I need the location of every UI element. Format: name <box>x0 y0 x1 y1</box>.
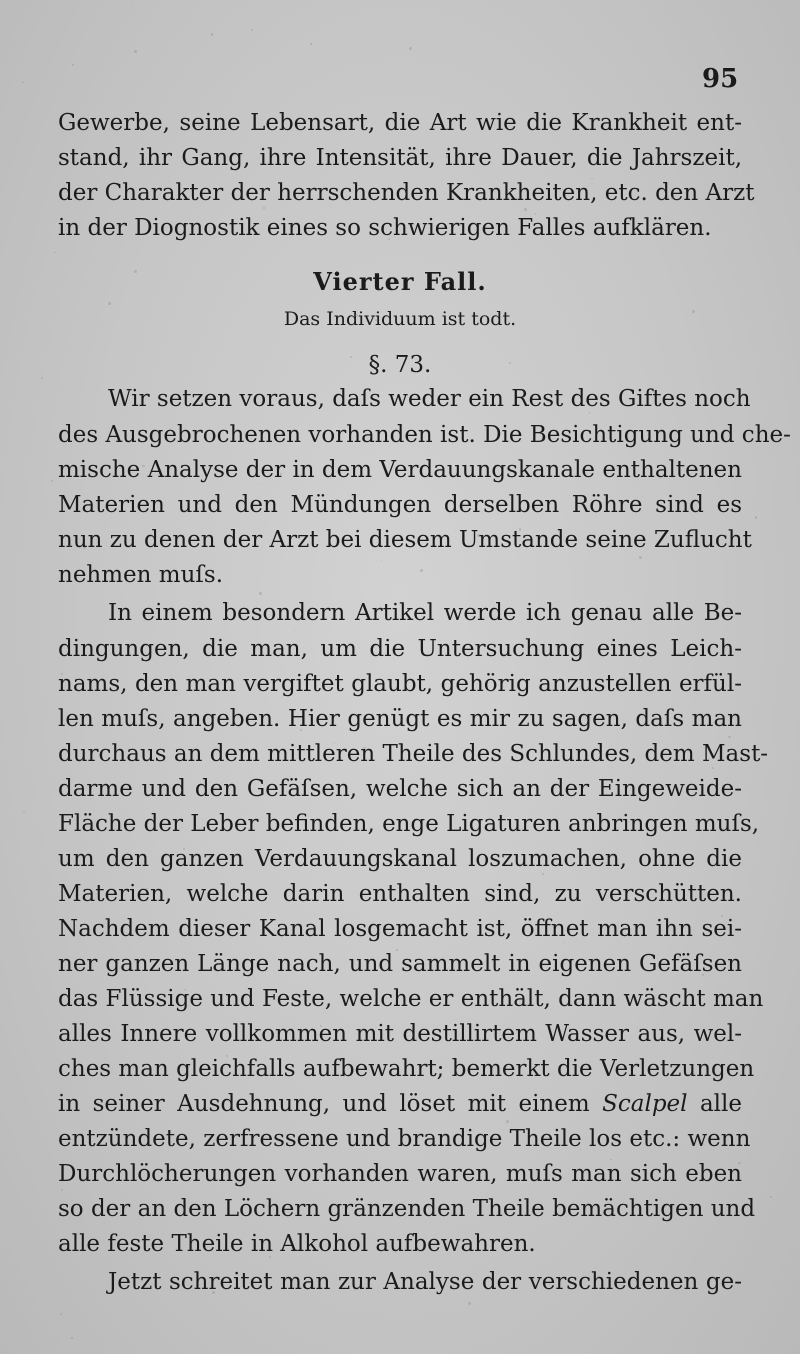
text-line <box>58 737 769 771</box>
text-line <box>58 1087 742 1121</box>
paper-speck <box>251 29 253 31</box>
text-segment: Vierter Fall. <box>313 267 487 296</box>
paper-speck <box>168 181 169 182</box>
text-segment: des Ausgebrochenen vorhanden ist. Die Besichtigung und che- <box>58 422 791 448</box>
text-segment: durchaus an dem mittleren Theile des Schlundes, dem Mast- <box>58 741 769 767</box>
paper-speck <box>226 1055 228 1057</box>
paper-speck <box>23 811 25 813</box>
text-segment: in seiner Ausdehnung, und löset mit einem <box>58 1091 603 1117</box>
text-segment: In einem besondern Artikel werde ich genau alle Be- <box>108 600 742 626</box>
text-segment: Jetzt schreitet man zur Analyse der verschiedenen ge- <box>108 1269 742 1295</box>
text-segment: nun zu denen der Arzt bei diesem Umstande seine Zuflucht <box>58 527 752 553</box>
text-line <box>58 558 742 592</box>
page-number: 95 <box>702 64 739 94</box>
text-segment: alle feste Theile in Alkohol aufbewahren. <box>58 1231 536 1257</box>
paper-speck <box>60 1313 62 1315</box>
text-line <box>108 596 742 630</box>
paper-speck <box>310 43 311 44</box>
paper-speck <box>700 796 701 797</box>
text-segment: Gewerbe, seine Lebensart, die Art wie die Krankheit ent- <box>58 110 742 136</box>
text-line <box>58 418 791 452</box>
paper-speck <box>396 949 398 951</box>
paper-speck <box>54 252 55 253</box>
text-line <box>58 1052 755 1086</box>
text-line <box>58 488 742 522</box>
paper-speck <box>259 592 262 595</box>
text-segment: das Flüssige und Feste, welche er enthält, dann wäscht man <box>58 986 764 1012</box>
text-line <box>58 523 752 557</box>
paper-speck <box>258 483 259 484</box>
text-segment: nams, den man vergiftet glaubt, gehörig anzustellen erfül- <box>58 671 742 697</box>
text-line <box>58 947 742 981</box>
paper-speck <box>211 33 214 36</box>
paper-speck <box>236 1067 237 1068</box>
text-segment: alle <box>687 1091 742 1117</box>
text-segment: Materien, welche darin enthalten sind, zu verschütten. <box>58 881 742 907</box>
paper-speck <box>142 465 145 468</box>
text-line <box>58 265 742 299</box>
paper-speck <box>770 1196 772 1198</box>
paper-speck <box>716 894 717 895</box>
paper-speck <box>388 238 390 240</box>
text-line <box>58 807 760 841</box>
italic-term: Scalpel <box>602 1091 688 1117</box>
text-segment: §. 73. <box>368 352 432 378</box>
paper-speck <box>477 534 480 537</box>
text-line <box>58 877 742 911</box>
text-line <box>108 382 751 416</box>
text-segment: Fläche der Leber befinden, enge Ligaturen anbringen muſs, <box>58 811 760 837</box>
text-segment: darme und den Gefäſsen, welche sich an der Eingeweide- <box>58 776 742 802</box>
text-line <box>58 106 742 140</box>
paper-speck <box>72 64 74 66</box>
text-line <box>58 702 742 736</box>
text-segment: in der Diognostik eines so schwierigen Falles aufklären. <box>58 215 712 241</box>
paper-speck <box>300 729 302 731</box>
paper-speck <box>468 1302 470 1304</box>
paper-speck <box>108 302 110 304</box>
text-segment: Durchlöcherungen vorhanden waren, muſs man sich eben <box>58 1161 742 1187</box>
text-line <box>58 842 742 876</box>
paper-speck <box>692 310 694 312</box>
text-line <box>58 1017 742 1051</box>
text-segment: ner ganzen Länge nach, und sammelt in eigenen Gefäſsen <box>58 951 742 977</box>
text-line <box>58 1227 742 1261</box>
text-segment: Nachdem dieser Kanal losgemacht ist, öffnet man ihn sei- <box>58 916 742 942</box>
paper-speck <box>212 1291 214 1293</box>
text-line <box>58 211 742 245</box>
paper-speck <box>381 560 382 561</box>
text-line <box>58 302 742 336</box>
paper-speck <box>712 767 714 769</box>
text-segment: stand, ihr Gang, ihre Intensität, ihre Dauer, die Jahrszeit, <box>58 145 742 171</box>
paper-speck <box>623 678 626 681</box>
paper-speck <box>639 556 642 559</box>
text-line <box>108 1265 742 1299</box>
text-segment: der Charakter der herrschenden Krankheiten, etc. den Arzt <box>58 180 755 206</box>
text-line <box>58 348 742 382</box>
paper-speck <box>355 314 358 317</box>
text-line <box>58 141 742 175</box>
text-line <box>58 912 742 946</box>
text-segment: ches man gleichfalls aufbewahrt; bemerkt die Verletzungen <box>58 1056 755 1082</box>
paper-speck <box>320 1025 322 1027</box>
text-line <box>58 176 755 210</box>
text-segment: so der an den Löchern gränzenden Theile bemächtigen und <box>58 1196 756 1222</box>
text-segment: alles Innere vollkommen mit destillirtem Wasser aus, wel- <box>58 1021 742 1047</box>
text-line <box>58 982 764 1016</box>
paper-speck <box>671 197 674 200</box>
paper-speck <box>69 545 71 547</box>
text-line <box>58 667 742 701</box>
text-segment: dingungen, die man, um die Untersuchung eines Leich- <box>58 636 742 662</box>
paper-speck <box>183 848 185 850</box>
text-line <box>58 453 742 487</box>
text-line <box>58 1192 756 1226</box>
text-line <box>58 1122 751 1156</box>
text-segment: Materien und den Mündungen derselben Röhre sind es <box>58 492 742 518</box>
paper-speck <box>542 873 544 875</box>
text-segment: entzündete, zerfressene und brandige Theile los etc.: wenn <box>58 1126 751 1152</box>
text-line <box>58 1157 742 1191</box>
text-line <box>58 632 742 666</box>
text-line <box>58 772 742 806</box>
paper-speck <box>320 688 322 690</box>
paper-speck <box>130 654 131 655</box>
text-segment: um den ganzen Verdauungskanal loszumachen, ohne die <box>58 846 742 872</box>
paper-speck <box>134 270 136 272</box>
text-segment: Wir setzen voraus, daſs weder ein Rest des Giftes noch <box>108 386 751 412</box>
text-segment: Das Individuum ist todt. <box>283 308 517 330</box>
text-segment: nehmen muſs. <box>58 562 224 588</box>
text-segment: len muſs, angeben. Hier genügt es mir zu sagen, daſs man <box>58 706 742 732</box>
paper-speck <box>506 1120 509 1123</box>
text-segment: mische Analyse der in dem Verdauungskanale enthaltenen <box>58 457 742 483</box>
paper-speck <box>100 1071 102 1073</box>
